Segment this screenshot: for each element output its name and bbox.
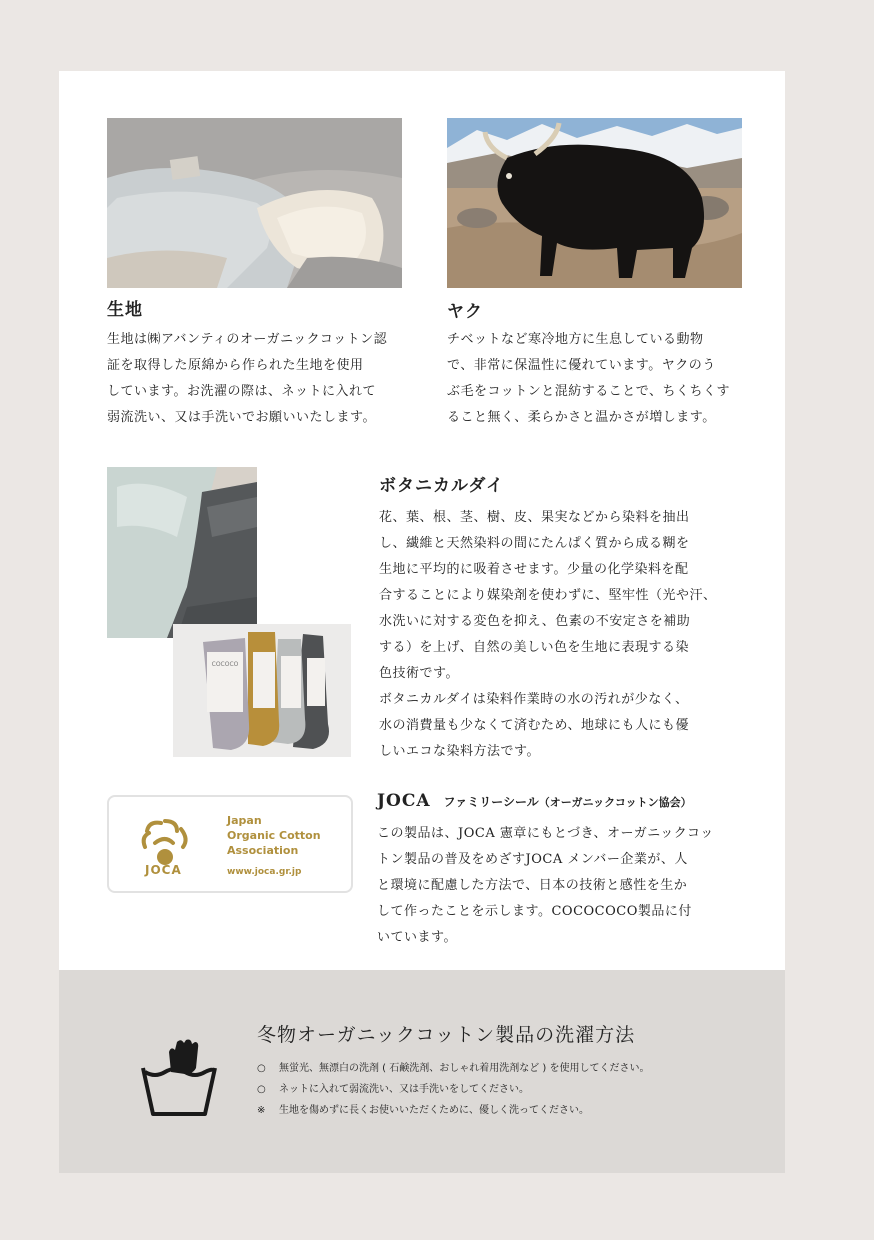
yak-title: ヤク <box>447 302 483 322</box>
joca-logo-name: Japan Organic Cotton Association <box>227 814 321 857</box>
hand-wash-icon <box>141 1038 217 1116</box>
botanical-title: ボタニカルダイ <box>379 476 504 496</box>
botanical-description: 花、葉、根、茎、樹、皮、果実などから染料を抽出 し、繊維と天然染料の間にたんぱく質から成る糊を 生地に平均的に吸着させます。少量の化学染料を配 合することにより媒染剤を使わずに、堅牢性（光や汗、 水洗いに対する変色を抑え、色素の不安定さを補助 する）を上げ、自然の美しい色を生地に表現する染 色技術です。 ボタニカルダイは染料作業時の水の汚れが少なく、 水の消費量も少なくて済むため、地球にも人にも優 しいエコな染料方法です。 <box>379 510 717 759</box>
joca-url[interactable]: www.joca.gr.jp <box>227 867 302 877</box>
yak-photo <box>447 118 742 288</box>
washing-item: ○ ネットに入れて弱流洗い、又は手洗いをしてください。 <box>257 1084 529 1095</box>
joca-logo-abbr: JOCA <box>145 863 182 877</box>
washing-list <box>257 1058 650 1121</box>
fabric-description: 生地は㈱アバンティのオーガニックコットン認 証を取得した原綿から作られた生地を使用 しています。お洗濯の際は、ネットに入れて 弱流洗い、又は手洗いでお願いいたします。 <box>107 332 388 425</box>
washing-item: ○ 無蛍光、無漂白の洗剤 ( 石鹸洗剤、おしゃれ着用洗剤など ) を使用してください。 <box>257 1063 650 1074</box>
joca-logo-card <box>107 795 353 893</box>
svg-text:COCOCO: COCOCO <box>211 661 239 668</box>
fabric-photo <box>107 118 402 288</box>
washing-item: ※ 生地を傷めずに長くお使いいただくために、優しく洗ってください。 <box>257 1105 589 1116</box>
fabric-title: 生地 <box>107 300 143 320</box>
botanical-socks-photo <box>173 624 351 757</box>
yak-description: チベットなど寒冷地方に生息している動物 で、非常に保温性に優れています。ヤクのう ぶ毛をコットンと混紡することで、ちくちくす ること無く、柔らかさと温かさが増します。 <box>447 332 730 425</box>
joca-title: JOCA ファミリーシール（オーガニックコットン協会） <box>377 791 692 811</box>
botanical-shirt-photo <box>107 467 257 638</box>
joca-description: この製品は、JOCA 憲章にもとづき、オーガニックコッ トン製品の普及をめざすJOCA メンバー企業が、人 と環境に配慮した方法で、日本の技術と感性を生か して作ったことを示します。COCOCOCO製品に付 いています。 <box>377 826 714 945</box>
washing-title: 冬物オーガニックコットン製品の洗濯方法 <box>257 1024 636 1046</box>
washing-instructions <box>59 970 785 1173</box>
